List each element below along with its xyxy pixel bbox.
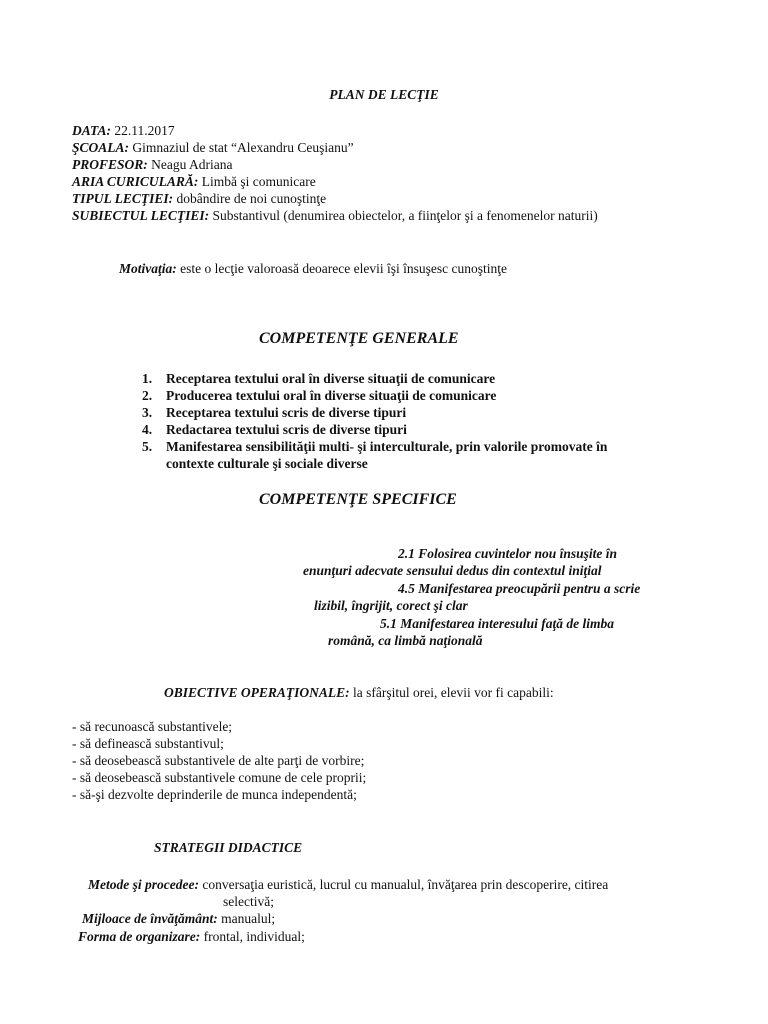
mijloace-label: Mijloace de învăţământ: <box>82 911 218 926</box>
info-row-data <box>72 122 175 139</box>
competenta-specifica: 2.1 Folosirea cuvintelor nou însuşite în <box>398 546 618 561</box>
obiectiv-item: - să-şi dezvolte deprinderile de munca independentă; <box>72 787 357 802</box>
page-title: PLAN DE LECŢIE <box>329 87 439 102</box>
list-item-text: Producerea textului oral în diverse situaţii de comunicare <box>166 388 497 403</box>
obiectiv-item: - să deosebească substantivele comune de cele proprii; <box>72 770 367 785</box>
competenta-specifica-continued: română, ca limbă naţională <box>328 633 483 648</box>
metode-text-continued: selectivă; <box>223 894 274 909</box>
competente-specifice-heading: COMPETENŢE SPECIFICE <box>259 491 457 508</box>
info-label: DATA: <box>72 123 112 138</box>
metode-row <box>88 876 608 893</box>
item-number: 4. <box>142 422 153 437</box>
info-row-subiect <box>72 207 598 224</box>
obiective-operationale <box>164 684 554 701</box>
info-row-scoala <box>72 139 354 156</box>
info-value: Neagu Adriana <box>147 157 233 172</box>
metode-label: Metode şi procedee: <box>88 877 199 892</box>
list-item-text: Receptarea textului oral în diverse situaţii de comunicare <box>166 371 496 386</box>
metode-text: conversaţia euristică, lucrul cu manualul, învăţarea prin descoperire, citirea <box>198 877 609 892</box>
item-number: 2. <box>142 388 153 403</box>
list-item-text: Manifestarea sensibilităţii multi- şi interculturale, prin valorile promovate în <box>166 439 608 454</box>
info-label: ARIA CURICULARĂ: <box>72 174 199 189</box>
list-item <box>142 404 152 421</box>
obiectiv-item: - să recunoască substantivele; <box>72 719 233 734</box>
competenta-specifica-continued: lizibil, îngrijit, corect şi clar <box>314 598 468 613</box>
obiectiv-item: - să deosebească substantivele de alte parţi de vorbire; <box>72 753 365 768</box>
forma-text: frontal, individual; <box>200 929 305 944</box>
item-number: 3. <box>142 405 153 420</box>
list-item <box>142 387 152 404</box>
obiective-text: la sfârşitul orei, elevii vor fi capabili: <box>349 685 554 700</box>
info-value: dobândire de noi cunoştinţe <box>173 191 327 206</box>
mijloace-text: manualul; <box>217 911 276 926</box>
list-item-text: Receptarea textului scris de diverse tipuri <box>166 405 407 420</box>
info-value: 22.11.2017 <box>111 123 175 138</box>
list-item <box>142 421 152 438</box>
motivatia-label: Motivaţia: <box>119 261 177 276</box>
competente-generale-heading: COMPETENŢE GENERALE <box>259 330 459 347</box>
info-row-aria <box>72 173 316 190</box>
list-item <box>142 438 152 455</box>
info-row-tipul <box>72 190 326 207</box>
forma-row <box>78 928 305 945</box>
item-number: 5. <box>142 439 153 454</box>
info-label: ŞCOALA: <box>72 140 130 155</box>
motivatia <box>119 260 507 277</box>
list-item-text: Redactarea textului scris de diverse tipuri <box>166 422 407 437</box>
obiective-label: OBIECTIVE OPERAŢIONALE: <box>164 685 350 700</box>
info-value: Gimnaziul de stat “Alexandru Ceuşianu” <box>129 140 354 155</box>
info-value: Substantivul (denumirea obiectelor, a fiinţelor şi a fenomenelor naturii) <box>209 208 598 223</box>
competenta-specifica: 4.5 Manifestarea preocupării pentru a scrie <box>398 581 641 596</box>
strategii-heading: STRATEGII DIDACTICE <box>154 840 303 855</box>
mijloace-row <box>82 910 275 927</box>
info-label: TIPUL LECŢIEI: <box>72 191 174 206</box>
info-row-profesor <box>72 156 233 173</box>
competenta-specifica: 5.1 Manifestarea interesului faţă de limba <box>380 616 615 631</box>
obiectiv-item: - să definească substantivul; <box>72 736 224 751</box>
competenta-specifica-continued: enunţuri adecvate sensului dedus din contextul iniţial <box>303 563 602 578</box>
info-value: Limbă şi comunicare <box>198 174 316 189</box>
info-label: SUBIECTUL LECŢIEI: <box>72 208 210 223</box>
list-item <box>142 370 152 387</box>
list-item-text-continued: contexte culturale şi sociale diverse <box>166 456 368 471</box>
info-label: PROFESOR: <box>72 157 148 172</box>
forma-label: Forma de organizare: <box>78 929 201 944</box>
item-number: 1. <box>142 371 153 386</box>
motivatia-text: este o lecţie valoroasă deoarece elevii îşi însuşesc cunoştinţe <box>176 261 507 276</box>
